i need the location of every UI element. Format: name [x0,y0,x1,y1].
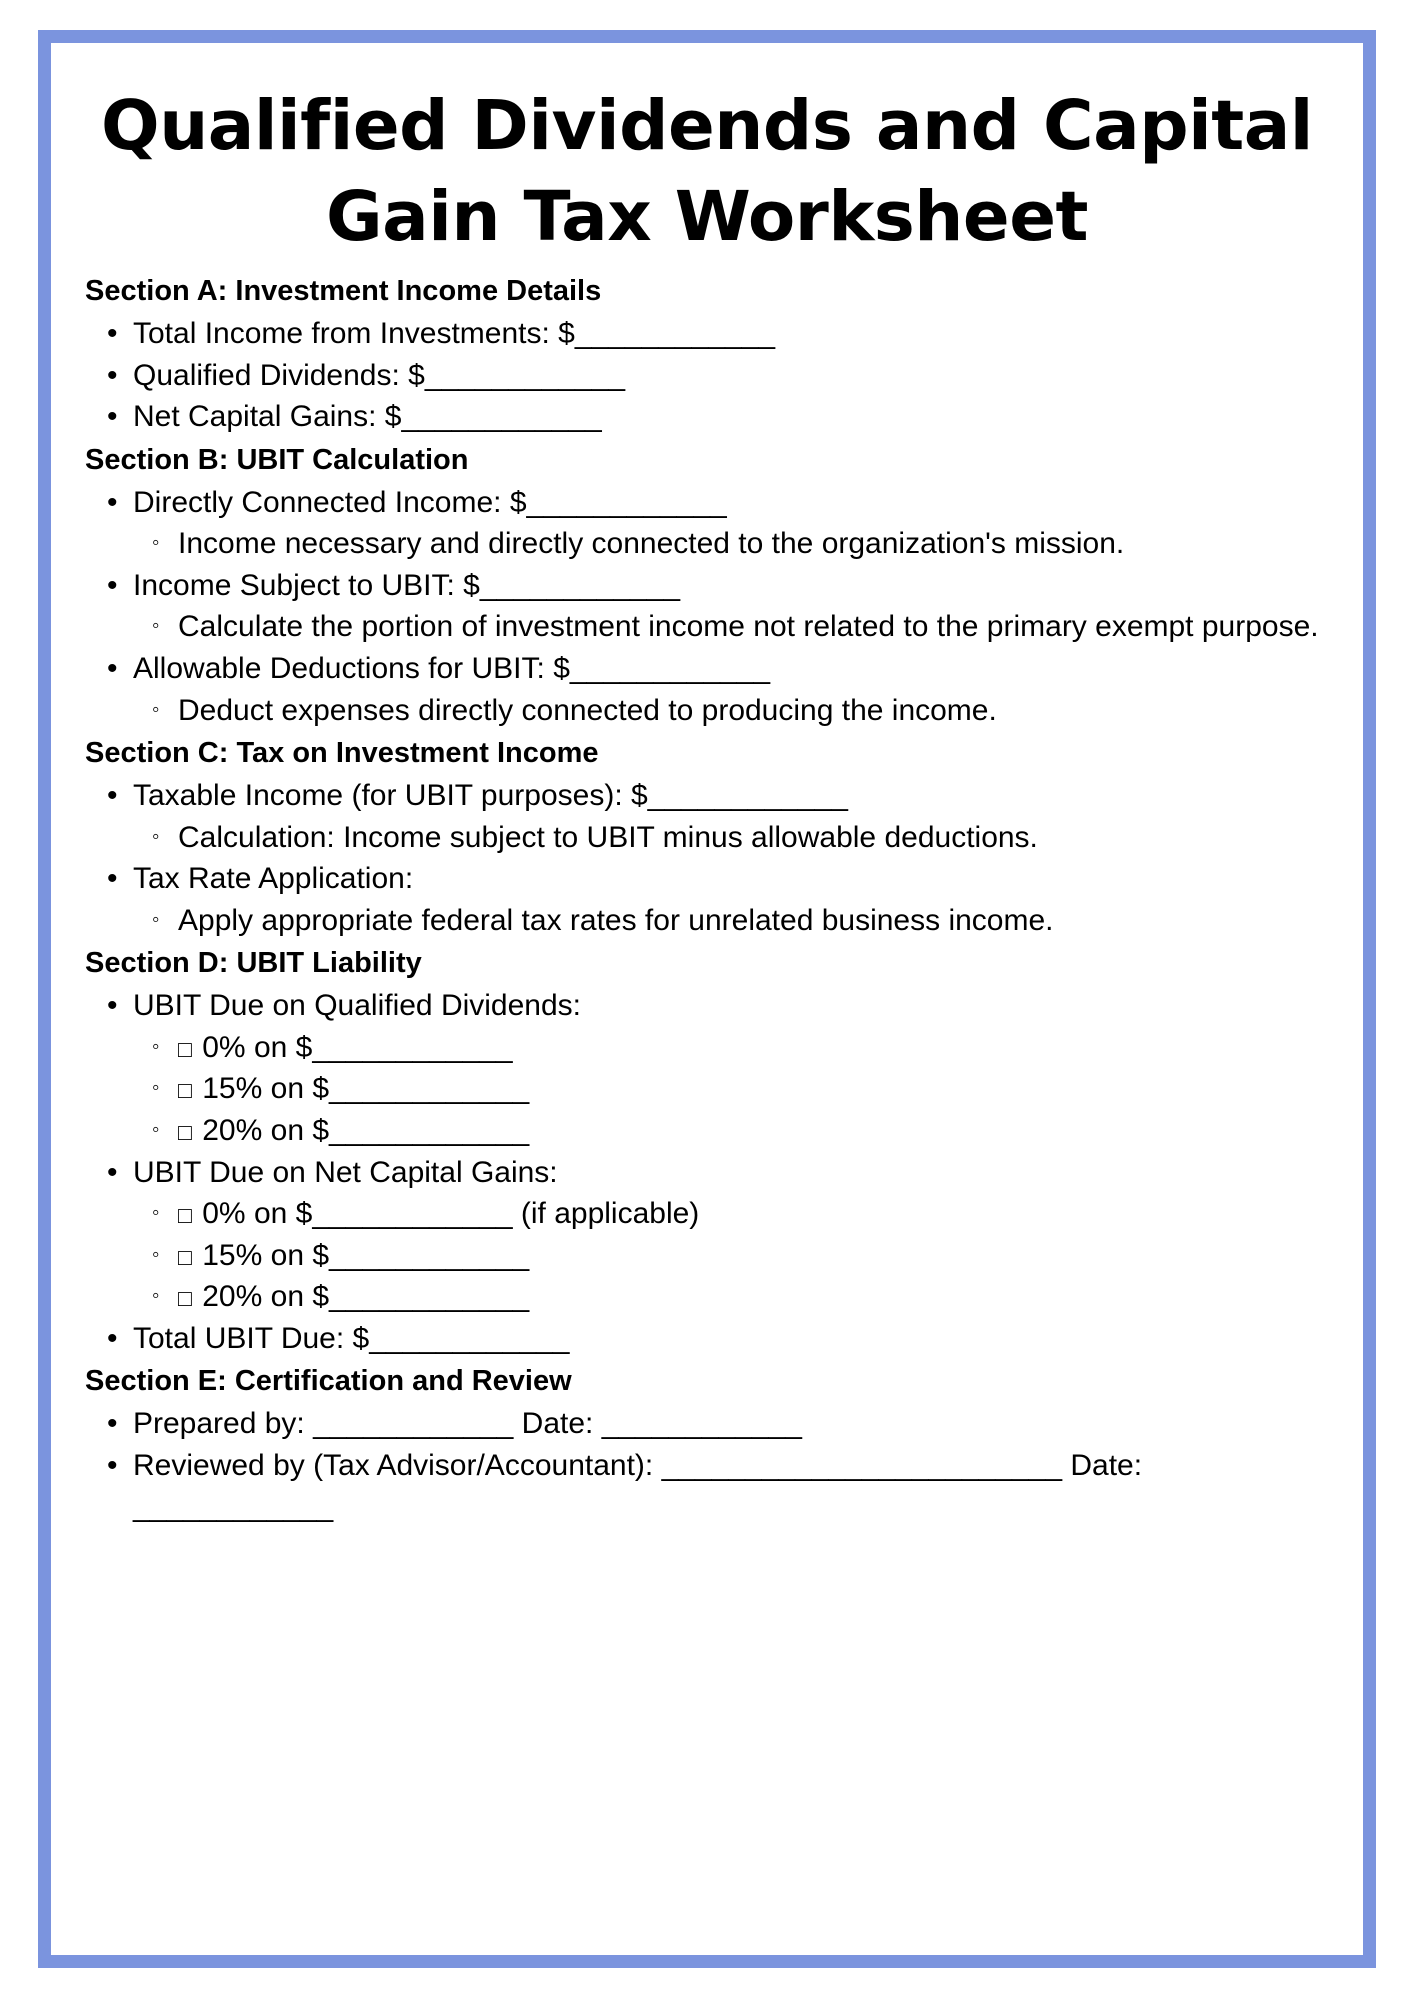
list-item-label: Net Capital Gains: $____________ [133,400,602,434]
sub-bullet-marker-icon: ◦ [152,907,160,931]
section-item-list [85,482,1329,731]
section-heading: Section E: Certification and Review [85,1365,572,1398]
sub-item-list [133,606,1329,648]
list-item [85,1318,1329,1360]
sub-list-item [133,1068,1329,1110]
list-item [85,775,1329,858]
list-item-label: UBIT Due on Qualified Dividends: [133,989,582,1023]
list-item-label: Reviewed by (Tax Advisor/Accountant): ________________________ Date: ____________ [133,1448,1143,1524]
list-item-label: Prepared by: ____________ Date: ____________ [133,1407,802,1441]
list-item-label: Qualified Dividends: $____________ [133,358,626,392]
list-item-label: Total UBIT Due: $____________ [133,1321,570,1355]
sub-bullet-marker-icon: ◦ [152,824,160,848]
sub-list-item [133,817,1329,859]
sub-list-item [133,900,1329,942]
checkbox-icon[interactable]: □ [178,1243,192,1270]
sub-list-item-label: 0% on $____________ [202,1030,513,1064]
sub-bullet-marker-icon: ◦ [152,697,160,721]
sub-bullet-marker-icon: ◦ [152,1242,160,1266]
bullet-marker-icon: • [107,317,118,351]
sub-list-item [133,1027,1329,1069]
sub-bullet-marker-icon: ◦ [152,1117,160,1141]
list-item [85,1445,1329,1528]
checkbox-icon[interactable]: □ [178,1202,192,1229]
section-item-list [85,1403,1329,1528]
sub-bullet-marker-icon: ◦ [152,1284,160,1308]
section-heading: Section D: UBIT Liability [85,947,422,980]
list-item [85,1152,1329,1318]
sub-item-list [133,690,1329,732]
list-item-label: Tax Rate Application: [133,862,414,896]
list-item [85,396,1329,438]
worksheet-page-border [38,30,1376,1968]
bullet-marker-icon: • [107,1448,118,1482]
sub-bullet-marker-icon: ◦ [152,1034,160,1058]
list-item [85,565,1329,648]
list-item-label: Directly Connected Income: $____________ [133,485,727,519]
sections-container [85,269,1329,1528]
section-item-list [85,775,1329,941]
list-item [85,1403,1329,1445]
list-item [85,355,1329,397]
sub-list-item-label: 15% on $____________ [202,1072,530,1106]
sub-list-item-label: 20% on $____________ [202,1280,530,1314]
sub-list-item-label: 20% on $____________ [202,1113,530,1147]
sub-bullet-marker-icon: ◦ [152,531,160,555]
list-item-label: Taxable Income (for UBIT purposes): $____________ [133,779,848,813]
section-heading: Section B: UBIT Calculation [85,443,469,476]
bullet-marker-icon: • [107,1407,118,1441]
checkbox-icon[interactable]: □ [178,1118,192,1145]
checkbox-icon[interactable]: □ [178,1035,192,1062]
sub-list-item [133,1110,1329,1152]
section-heading: Section C: Tax on Investment Income [85,737,599,770]
list-item-label: Total Income from Investments: $____________ [133,317,776,351]
sub-item-list [133,817,1329,859]
sub-list-item-label: Calculation: Income subject to UBIT minus allowable deductions. [178,820,1038,854]
sub-list-item [133,1193,1329,1235]
sub-list-item [133,1276,1329,1318]
bullet-marker-icon: • [107,485,118,519]
sub-bullet-marker-icon: ◦ [152,1076,160,1100]
list-item [85,858,1329,941]
sub-list-item [133,523,1329,565]
sub-list-item [133,690,1329,732]
bullet-marker-icon: • [107,862,118,896]
list-item [85,985,1329,1151]
sub-list-item-label: Deduct expenses directly connected to producing the income. [178,693,997,727]
worksheet-content [51,43,1363,1528]
bullet-marker-icon: • [107,652,118,686]
sub-bullet-marker-icon: ◦ [152,1201,160,1225]
bullet-marker-icon: • [107,989,118,1023]
list-item-label: UBIT Due on Net Capital Gains: [133,1155,558,1189]
sub-list-item-label: Apply appropriate federal tax rates for unrelated business income. [178,903,1054,937]
bullet-marker-icon: • [107,779,118,813]
bullet-marker-icon: • [107,1321,118,1355]
section-item-list [85,985,1329,1359]
sub-list-item-label: 15% on $____________ [202,1238,530,1272]
list-item [85,313,1329,355]
bullet-marker-icon: • [107,568,118,602]
sub-list-item [133,1235,1329,1277]
sub-bullet-marker-icon: ◦ [152,614,160,638]
list-item-label: Income Subject to UBIT: $____________ [133,568,681,602]
list-item [85,482,1329,565]
sub-item-list [133,900,1329,942]
bullet-marker-icon: • [107,1155,118,1189]
sub-list-item-label: Calculate the portion of investment income not related to the primary exempt purpose. [178,610,1319,644]
section-heading: Section A: Investment Income Details [85,275,602,308]
sub-list-item-label: 0% on $____________ (if applicable) [202,1197,700,1231]
sub-item-list [133,1193,1329,1318]
sub-item-list [133,523,1329,565]
sub-list-item [133,606,1329,648]
bullet-marker-icon: • [107,400,118,434]
bullet-marker-icon: • [107,358,118,392]
section-item-list [85,313,1329,438]
sub-list-item-label: Income necessary and directly connected to the organization's mission. [178,527,1125,561]
checkbox-icon[interactable]: □ [178,1077,192,1104]
checkbox-icon[interactable]: □ [178,1285,192,1312]
sub-item-list [133,1027,1329,1152]
list-item [85,648,1329,731]
list-item-label: Allowable Deductions for UBIT: $____________ [133,652,771,686]
page-title: Qualified Dividends and Capital Gain Tax Worksheet [101,86,1313,258]
